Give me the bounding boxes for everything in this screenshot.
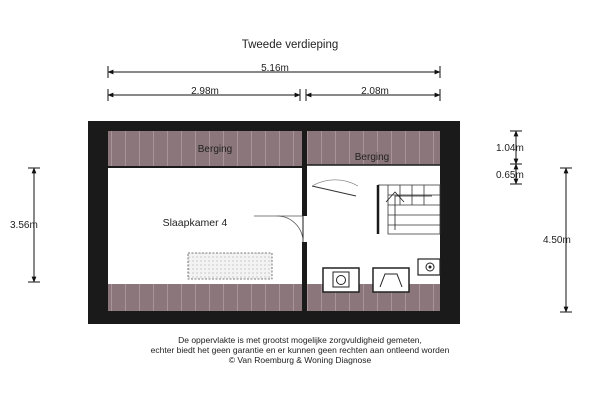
dimension-right-height (543, 168, 572, 312)
right-width-label: 2.08m (361, 86, 389, 97)
roof-window (188, 253, 272, 279)
landing-depth-label: 0.65m (496, 170, 524, 181)
berging-left-label: Berging (197, 144, 233, 155)
berging-right-label: Berging (354, 152, 390, 163)
disclaimer-line-1: De oppervlakte is met grootst mogelijke zorgvuldigheid gemeten, (178, 335, 422, 345)
disclaimer-line-2: echter biedt het geen garantie en er kunnen geen rechten aan ontleend worden (150, 345, 450, 355)
dryer (373, 268, 409, 292)
dimension-right-width (306, 86, 440, 101)
berging-depth-label: 1.04m (496, 143, 524, 154)
dimension-left-width (108, 86, 300, 101)
dimension-total-width (108, 63, 440, 78)
left-height-label: 3.56m (10, 220, 38, 231)
dimension-berging-depth (496, 131, 524, 164)
total-width-label: 5.16m (261, 63, 289, 74)
floor-title: Tweede verdieping (241, 39, 339, 51)
washing-machine (323, 268, 359, 292)
right-height-label: 4.50m (543, 235, 571, 246)
dimension-left-height (10, 168, 40, 282)
slaapkamer-label: Slaapkamer 4 (162, 217, 228, 229)
disclaimer (0, 335, 600, 365)
left-width-label: 2.98m (191, 86, 219, 97)
disclaimer-line-3: © Van Roemburg & Woning Diagnose (228, 355, 372, 365)
dimension-landing-depth (496, 164, 524, 184)
slaapkamer-bottom-slope (108, 284, 302, 311)
boiler-unit (418, 259, 440, 275)
